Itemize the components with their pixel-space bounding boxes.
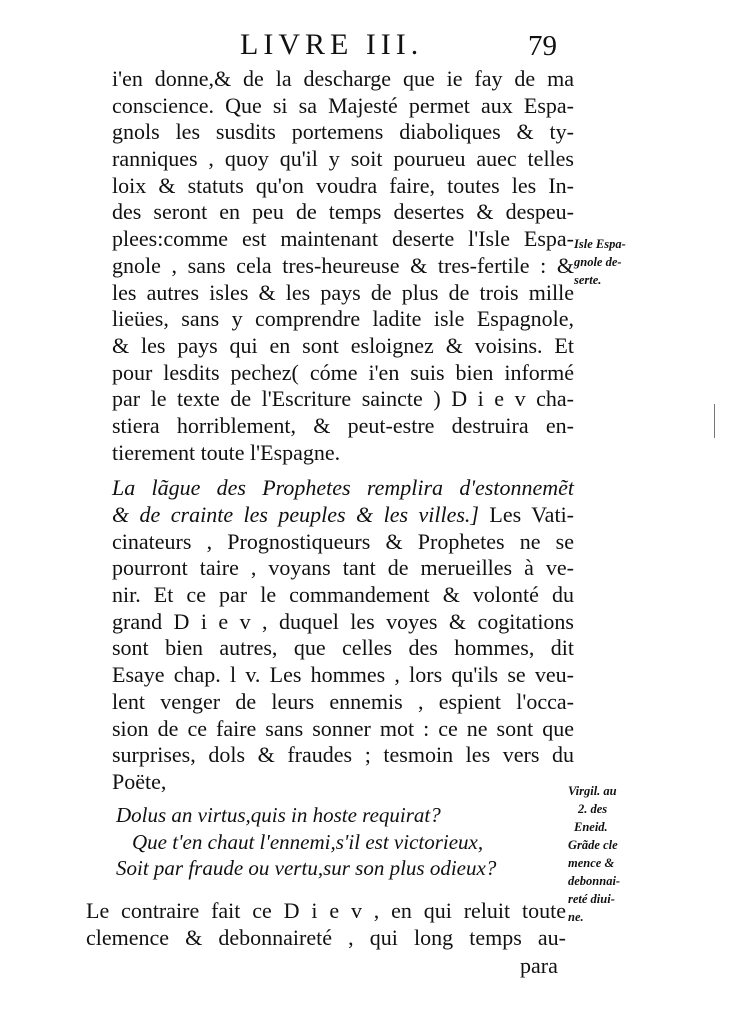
text-line: grand D i e v , duquel les voyes & cogitations	[112, 608, 574, 634]
text-line: Le contraire fait ce D i e v , en qui reluit toute	[86, 898, 566, 923]
text-line: & les pays qui en sont esloignez & voisins. Et	[112, 332, 574, 358]
text-line: lent venger de leurs ennemis , espient l'occa-	[112, 688, 574, 714]
margin-note-line: gnole de-	[574, 255, 622, 269]
closing-text-block	[86, 898, 566, 951]
main-text-block	[112, 66, 574, 796]
verse-line: Dolus an virtus,quis in hoste requirat?	[116, 803, 441, 827]
text-line: des seront en peu de temps desertes & despeu-	[112, 199, 574, 225]
text-line: ranniques , quoy qu'il y soit pourueu auec telles	[112, 146, 574, 172]
verse-line: Soit par fraude ou vertu,sur son plus odieux?	[116, 856, 497, 881]
text-line: pour lesdits pechez( cóme i'en suis bien informé	[112, 359, 574, 385]
text-line: les autres isles & les pays de plus de trois mille	[112, 279, 574, 305]
verse-block	[112, 802, 582, 882]
margin-note-line: Isle Espa-	[574, 237, 626, 251]
margin-rule-mark	[714, 404, 715, 438]
text-line: tierement toute l'Espagne.	[112, 439, 341, 465]
text-line: lieües, sans y comprendre ladite isle Espagnole,	[112, 306, 574, 332]
page-number: 79	[528, 30, 557, 62]
page-header	[0, 28, 740, 68]
text-line: loix & statuts qu'on voudra faire, toutes les In-	[112, 172, 574, 198]
text-line: i'en donne,& de la descharge que ie fay de ma	[112, 66, 574, 91]
text-line: nir. Et ce par le commandement & volonté du	[112, 582, 574, 608]
text-line: sion de ce faire sans sonner mot : ce ne sont que	[112, 715, 574, 741]
margin-note-virgil	[568, 782, 620, 926]
text-line: conscience. Que si sa Majesté permet aux Espa-	[112, 92, 574, 118]
margin-note-line: Grãde cle	[568, 838, 618, 852]
text-line: plees:comme est maintenant deserte l'Isle Espa-	[112, 226, 574, 252]
running-title: LIVRE III.	[240, 28, 424, 61]
margin-note-line: mence &	[568, 856, 615, 870]
text-line: gnole , sans cela tres-heureuse & tres-fertile : &	[112, 252, 574, 278]
verse-line: Que t'en chaut l'ennemi,s'il est victorieux,	[132, 829, 484, 854]
text-line: surprises, dols & fraudes ; tesmoin les vers du	[112, 742, 574, 768]
margin-note-line: debonnai-	[568, 874, 621, 888]
text-line: stiera horriblement, & peut-estre destruira en-	[112, 412, 574, 438]
margin-note-line: 2. des	[578, 802, 608, 816]
commentary-start: Les Vati-	[478, 502, 575, 527]
paragraph-gap	[112, 466, 574, 475]
text-line: par le texte de l'Escriture saincte ) D i e v cha-	[112, 386, 574, 412]
catchword: para	[520, 953, 558, 978]
text-line: sont bien autres, que celles des hommes, dit	[112, 635, 574, 661]
margin-note-line: ne.	[568, 910, 584, 924]
text-line: clemence & debonnaireté , qui long temps au-	[86, 924, 566, 950]
margin-note-line: Virgil. au	[568, 784, 617, 798]
quoted-lemma-text: & de crainte les peuples & les villes.]	[112, 502, 479, 527]
text-line: gnols les susdits portemens diaboliques & ty-	[112, 119, 574, 145]
text-line: pourront taire , voyans tant de merueilles à ve-	[112, 555, 574, 581]
margin-note-isle	[574, 235, 626, 289]
text-line: cinateurs , Prognostiqueurs & Prophetes ne se	[112, 528, 574, 554]
margin-note-line: serte.	[574, 273, 602, 287]
quoted-lemma-line: La lãgue des Prophetes remplira d'estonnemẽt	[112, 475, 574, 501]
quoted-lemma-line	[112, 502, 574, 529]
text-line: Poëte,	[112, 768, 167, 794]
margin-note-line: Eneid.	[574, 820, 608, 834]
text-line: Esaye chap. l v. Les hommes , lors qu'ils se veu-	[112, 662, 574, 688]
margin-note-line: reté diui-	[568, 892, 615, 906]
